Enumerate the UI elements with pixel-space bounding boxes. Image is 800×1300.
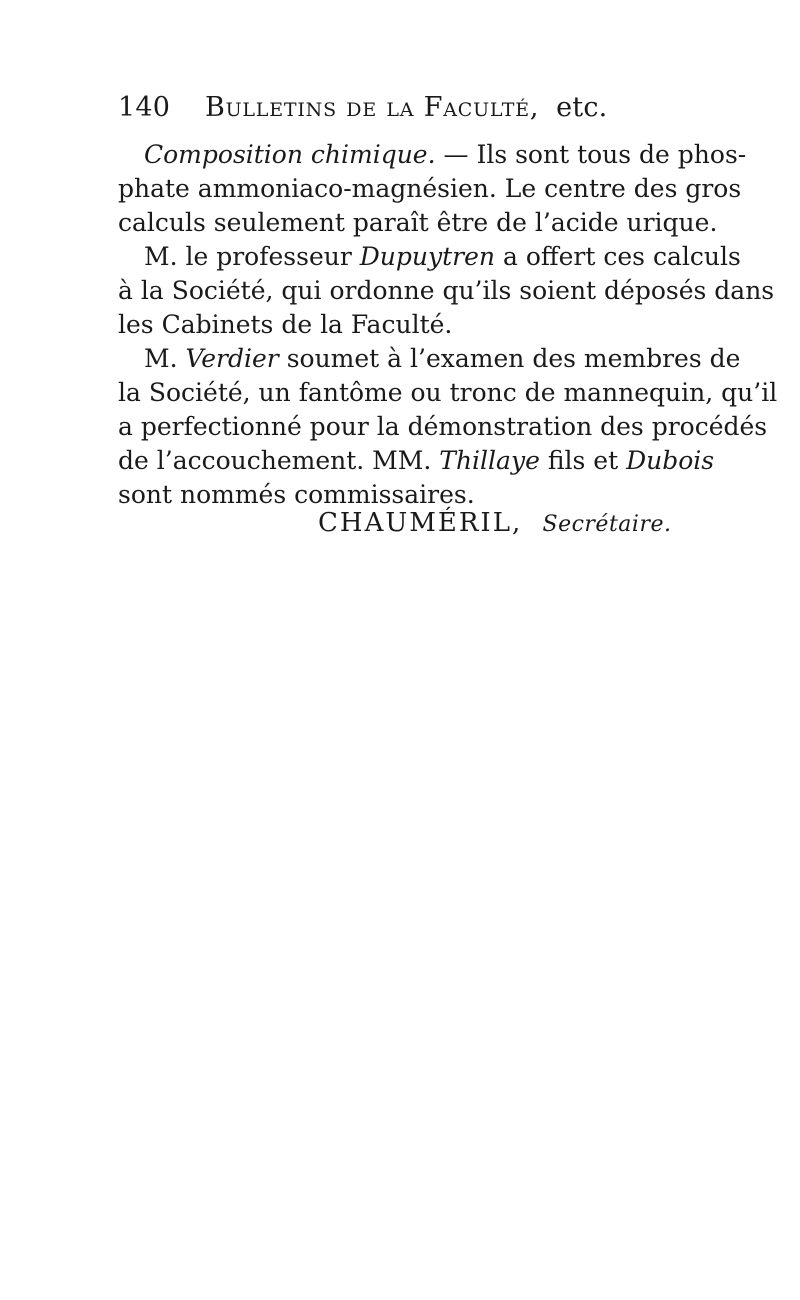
text-fragment: soumet à l’examen des membres de (278, 344, 741, 373)
text-line: la Société, un fantôme ou tronc de mannequin, qu’il (118, 378, 778, 407)
text-line (118, 138, 747, 172)
text-fragment: de l’accouchement. MM. (118, 446, 440, 475)
text-line (118, 240, 741, 274)
text-fragment: a offert ces calculs (495, 242, 741, 271)
text-fragment: fils et (539, 446, 627, 475)
text-line: calculs seulement paraît être de l’acide urique. (118, 208, 718, 237)
signatory-role: Secrétaire. (542, 512, 672, 537)
text-fragment: M. le professeur (144, 242, 360, 271)
section-label: Composition chimique. (144, 140, 436, 169)
person-name: Thillaye (439, 446, 540, 475)
body-text (118, 138, 778, 512)
text-line: sont nommés commissaires. (118, 480, 475, 509)
signature (318, 508, 698, 538)
person-name: Verdier (185, 344, 279, 373)
person-name: Dupuytren (359, 242, 496, 271)
text-line (118, 444, 715, 478)
running-title-etc: etc. (556, 92, 608, 123)
page-number: 140 (118, 92, 171, 123)
text-line: les Cabinets de la Faculté. (118, 310, 453, 339)
text-line: phate ammoniaco-magnésien. Le centre des gros (118, 174, 742, 203)
text-fragment: M. (144, 344, 186, 373)
text-line (118, 342, 741, 376)
running-header (118, 92, 688, 132)
running-title: Bulletins de la Faculté, (204, 92, 540, 123)
signatory-name: CHAUMÉRIL, (318, 508, 523, 538)
text-fragment: — Ils sont tous de phos- (435, 140, 747, 169)
text-line: à la Société, qui ordonne qu’ils soient déposés dans (118, 276, 775, 305)
person-name: Dubois (626, 446, 715, 475)
text-line: a perfectionné pour la démonstration des procédés (118, 412, 768, 441)
